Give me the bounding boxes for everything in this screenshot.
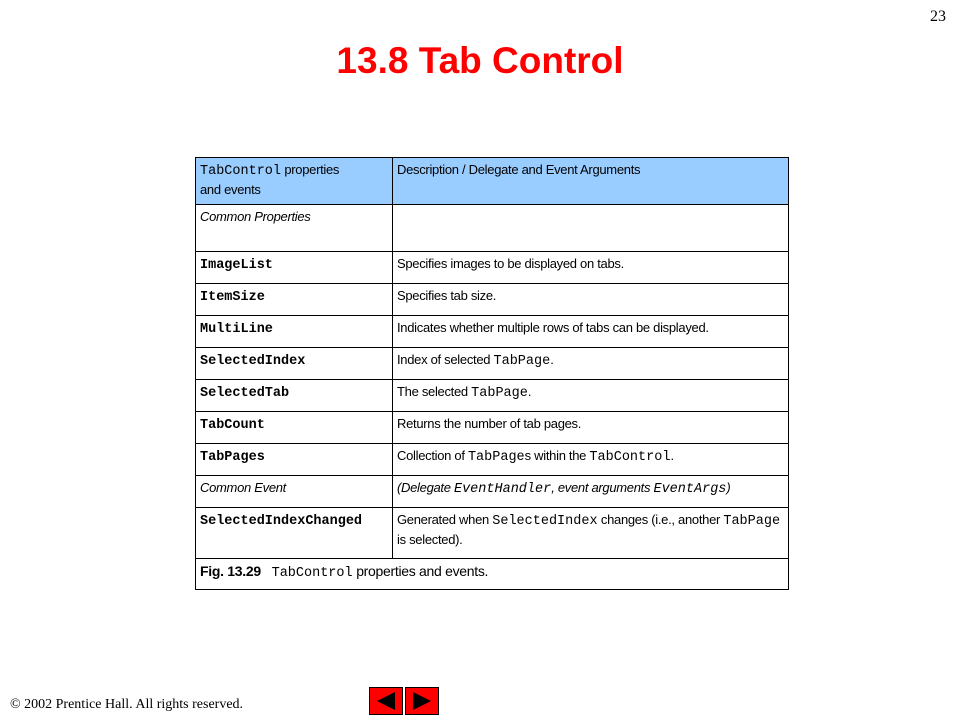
header-col2: Description / Delegate and Event Arguments bbox=[393, 158, 789, 205]
slide-title: 13.8 Tab Control bbox=[336, 40, 624, 81]
property-name: TabPages bbox=[200, 450, 265, 465]
table-header-row bbox=[196, 158, 789, 205]
desc-code: TabPage bbox=[471, 386, 528, 401]
header-col1-code: TabControl bbox=[200, 164, 282, 179]
common-properties-label: Common Properties bbox=[196, 205, 393, 252]
next-slide-button[interactable] bbox=[405, 687, 439, 715]
desc-text: s within the bbox=[524, 448, 590, 463]
property-name: SelectedIndex bbox=[200, 354, 306, 369]
desc-text: is selected). bbox=[397, 532, 463, 548]
desc-text: . bbox=[527, 384, 532, 399]
property-desc bbox=[393, 444, 789, 476]
header-col1-line2: and events bbox=[200, 182, 261, 198]
property-name: ItemSize bbox=[200, 290, 265, 305]
desc-code: TabPage bbox=[723, 514, 781, 529]
desc-text: . bbox=[550, 352, 554, 367]
common-properties-row bbox=[196, 205, 789, 252]
property-name: SelectedTab bbox=[200, 386, 290, 401]
desc-code: EventArgs bbox=[653, 482, 727, 497]
table-row bbox=[196, 348, 789, 380]
property-desc bbox=[393, 348, 789, 380]
table-row bbox=[196, 508, 789, 559]
table-row bbox=[196, 252, 789, 284]
right-arrow-icon bbox=[411, 691, 433, 711]
figure-number: Fig. 13.29 bbox=[200, 563, 261, 579]
desc-text: . bbox=[670, 448, 674, 463]
desc-text: Index of selected bbox=[397, 352, 494, 367]
common-properties-empty bbox=[393, 205, 789, 252]
table-row bbox=[196, 444, 789, 476]
figure-caption bbox=[196, 559, 789, 590]
desc-code: SelectedIndex bbox=[492, 514, 598, 529]
desc-text: Collection of bbox=[397, 448, 468, 463]
previous-slide-button[interactable] bbox=[369, 687, 403, 715]
desc-text: (Delegate bbox=[397, 480, 454, 495]
properties-table bbox=[195, 157, 789, 590]
figure-caption-row bbox=[196, 559, 789, 590]
property-name: TabCount bbox=[200, 418, 265, 433]
table-row bbox=[196, 284, 789, 316]
property-name: ImageList bbox=[200, 258, 273, 273]
property-desc: Indicates whether multiple rows of tabs can be displayed. bbox=[393, 316, 789, 348]
common-event-desc bbox=[393, 476, 789, 508]
desc-code: TabPage bbox=[467, 450, 525, 465]
table-row bbox=[196, 380, 789, 412]
desc-text: changes (i.e., another bbox=[597, 512, 724, 527]
copyright-notice: © 2002 Prentice Hall. All rights reserved. bbox=[10, 697, 244, 712]
property-desc: Specifies tab size. bbox=[393, 284, 789, 316]
left-arrow-icon bbox=[375, 691, 397, 711]
desc-text: ) bbox=[726, 480, 731, 495]
header-col1-text: properties bbox=[281, 162, 340, 177]
header-col1 bbox=[196, 158, 393, 205]
caption-text: properties and events. bbox=[352, 563, 489, 579]
table-row bbox=[196, 412, 789, 444]
property-desc bbox=[393, 380, 789, 412]
desc-code: EventHandler bbox=[453, 482, 552, 497]
property-name: SelectedIndexChanged bbox=[200, 514, 363, 529]
page-number: 23 bbox=[930, 8, 946, 25]
caption-code: TabControl bbox=[271, 566, 353, 581]
desc-text: Generated when bbox=[397, 512, 493, 527]
desc-text: The selected bbox=[397, 384, 472, 399]
desc-code: TabControl bbox=[589, 450, 671, 465]
property-name: MultiLine bbox=[200, 322, 273, 337]
property-desc: Returns the number of tab pages. bbox=[393, 412, 789, 444]
desc-code: TabPage bbox=[493, 354, 551, 369]
common-event-label: Common Event bbox=[196, 476, 393, 508]
property-desc bbox=[393, 508, 789, 559]
desc-text: , event arguments bbox=[551, 480, 654, 495]
table-row bbox=[196, 316, 789, 348]
property-desc: Specifies images to be displayed on tabs. bbox=[393, 252, 789, 284]
common-event-row bbox=[196, 476, 789, 508]
